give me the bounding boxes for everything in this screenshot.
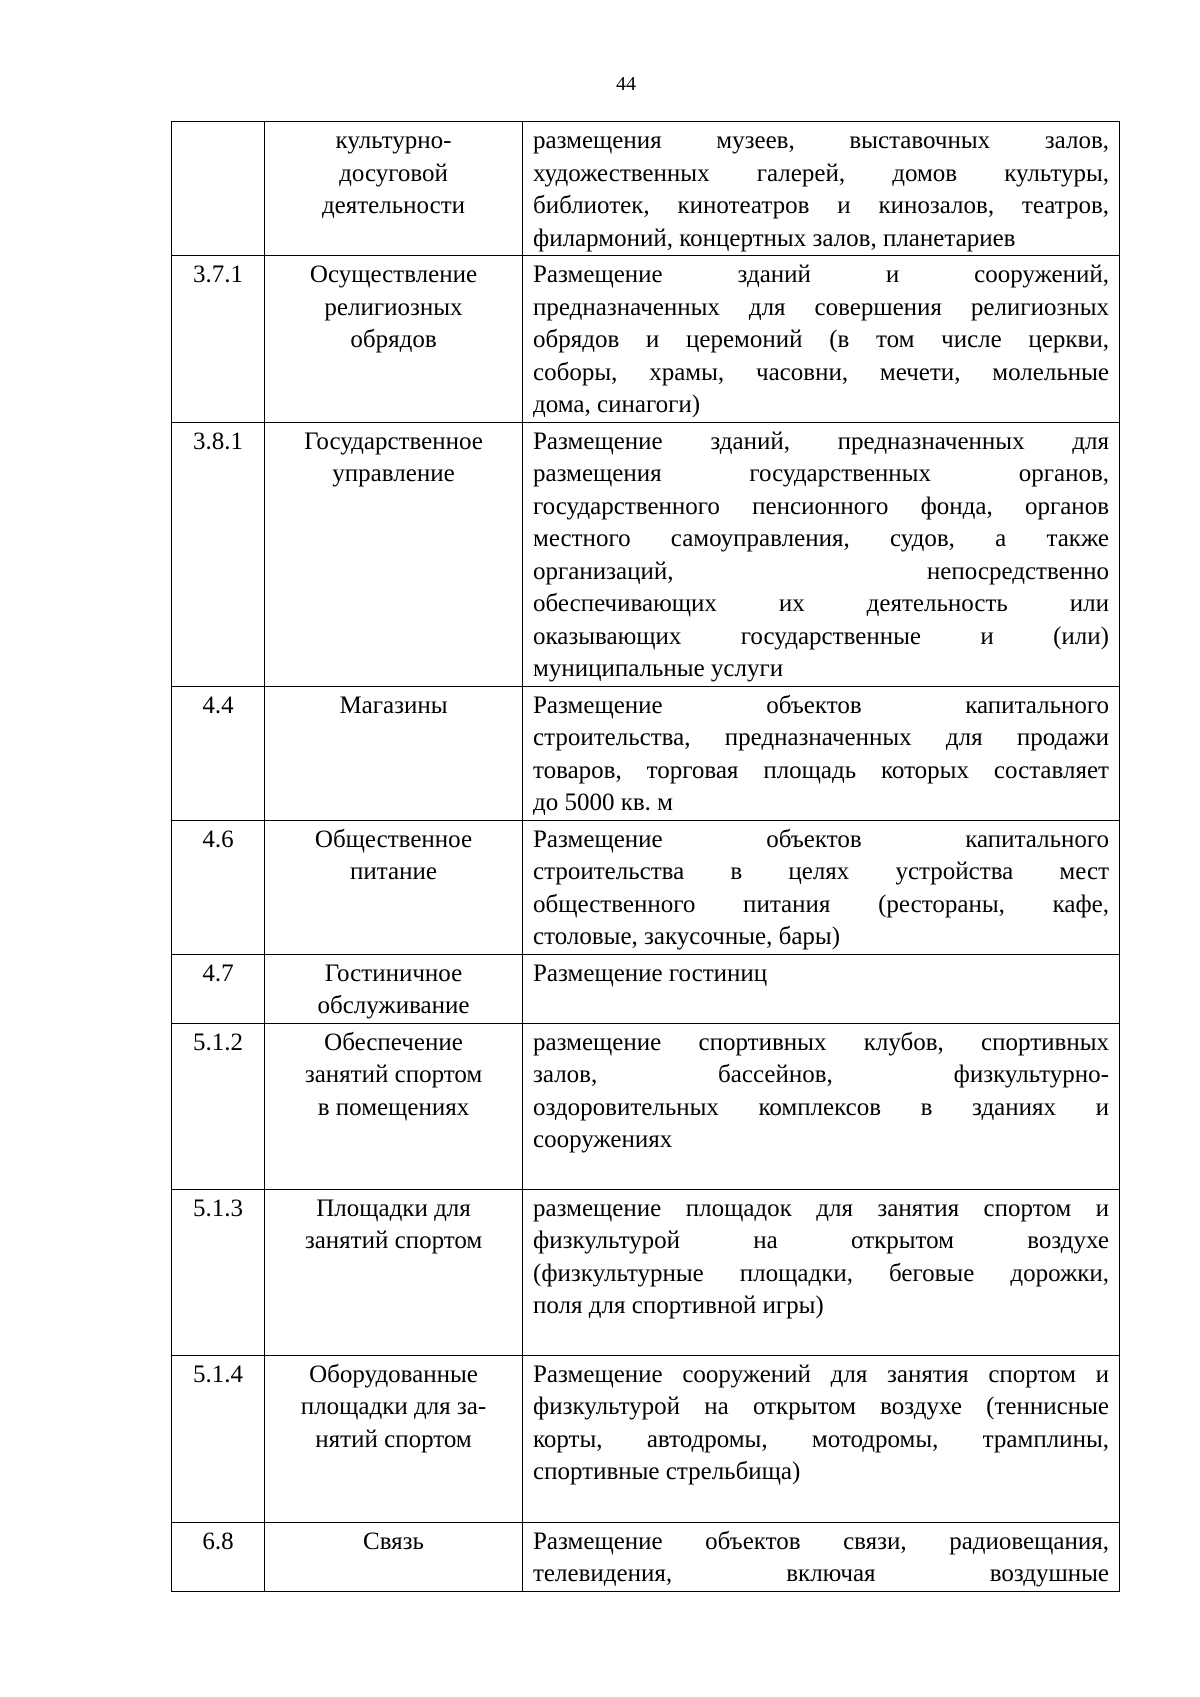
description-cell [523, 256, 1120, 423]
description-cell [523, 954, 1120, 1023]
description-text [533, 1359, 1109, 1489]
table-body [172, 122, 1120, 1592]
description-cell [523, 686, 1120, 820]
description-line: физкультурой на открытом воздухе [533, 1227, 1109, 1254]
description-text [533, 1526, 1109, 1591]
name-cell [265, 1355, 523, 1522]
description-line: художественных галерей, домов культуры, [533, 159, 1109, 187]
name-line: Магазины [339, 691, 448, 719]
description-line: залов, бассейнов, физкультурно- [533, 1061, 1109, 1088]
page-number: 44 [616, 73, 636, 95]
name-cell [265, 256, 523, 423]
code-text: 5.1.3 [193, 1194, 243, 1222]
name-cell [265, 820, 523, 954]
name-cell [265, 954, 523, 1023]
description-line: обрядов и церемоний (в том числе церкви, [533, 326, 1109, 353]
code-text: 5.1.4 [193, 1360, 243, 1388]
name-line: нятий спортом [315, 1425, 472, 1453]
description-line: предназначенных для совершения религиозных [533, 293, 1109, 321]
description-line: Размещение объектов капитального [533, 825, 1109, 853]
name-line: питание [350, 858, 437, 885]
code-cell [172, 820, 265, 954]
table-row [172, 686, 1120, 820]
description-cell [523, 1355, 1120, 1522]
name-text [271, 824, 516, 889]
table-row [172, 1189, 1120, 1355]
name-line: Связь [363, 1527, 424, 1555]
description-line: Размещение объектов связи, радиовещания, [533, 1527, 1109, 1555]
table-row [172, 256, 1120, 423]
description-line: Размещение зданий, предназначенных для [533, 427, 1109, 455]
table-row [172, 1355, 1120, 1522]
description-cell [523, 1023, 1120, 1189]
code-cell [172, 1023, 265, 1189]
code-cell [172, 122, 265, 256]
description-text [533, 958, 1109, 991]
code-cell [172, 256, 265, 423]
name-line: Общественное [314, 825, 473, 853]
code-cell [172, 1355, 265, 1522]
name-line: Гостиничное [324, 959, 463, 987]
description-line: до 5000 кв. м [533, 789, 673, 816]
code-cell [172, 1522, 265, 1591]
description-text [533, 690, 1109, 820]
name-line: в помещениях [317, 1093, 470, 1121]
code-text: 5.1.2 [193, 1028, 243, 1056]
description-text [533, 259, 1109, 422]
name-cell [265, 122, 523, 256]
description-line: Размещение зданий и сооружений, [533, 261, 1109, 288]
code-cell [172, 1189, 265, 1355]
description-line: муниципальные услуги [533, 655, 784, 682]
name-line: Осуществление [309, 261, 478, 288]
description-text [533, 1193, 1109, 1323]
description-cell [523, 1189, 1120, 1355]
name-text [271, 1526, 516, 1559]
name-text [271, 1359, 516, 1457]
description-line: сооружениях [533, 1126, 673, 1153]
code-text: 6.8 [202, 1527, 234, 1555]
description-line: телевидения, включая воздушные [533, 1560, 1109, 1587]
name-cell [265, 1023, 523, 1189]
description-line: библиотек, кинотеатров и кинозалов, театров, [533, 192, 1109, 219]
description-line: Размещение сооружений для занятия спортом и [533, 1360, 1109, 1388]
code-cell [172, 686, 265, 820]
table-row [172, 1522, 1120, 1591]
description-line: оказывающих государственные и (или) [533, 622, 1109, 650]
description-cell [523, 122, 1120, 256]
name-cell [265, 1189, 523, 1355]
name-line: обрядов [350, 326, 437, 353]
description-line: обеспечивающих их деятельность или [533, 590, 1109, 617]
description-text [533, 824, 1109, 954]
name-line: площадки для за- [300, 1393, 487, 1420]
description-line: строительства, предназначенных для продажи [533, 724, 1109, 751]
name-line: занятий спортом [304, 1227, 483, 1254]
name-line: управление [332, 460, 455, 487]
name-line: занятий спортом [304, 1061, 483, 1088]
code-text: 4.4 [202, 691, 234, 719]
description-line: физкультурой на открытом воздухе (теннисные [533, 1393, 1109, 1420]
code-cell [172, 954, 265, 1023]
description-line: дома, синагоги) [533, 391, 701, 418]
description-line: размещение площадок для занятия спортом и [533, 1194, 1109, 1222]
description-text [533, 426, 1109, 686]
name-cell [265, 422, 523, 686]
description-line: столовые, закусочные, бары) [533, 923, 841, 950]
name-text [271, 1193, 516, 1258]
code-cell [172, 422, 265, 686]
description-line: организаций, непосредственно [533, 557, 1109, 585]
name-cell [265, 1522, 523, 1591]
name-line: Оборудованные [309, 1360, 478, 1388]
description-line: местного самоуправления, судов, а также [533, 525, 1109, 552]
name-text [271, 125, 516, 223]
table-row [172, 1023, 1120, 1189]
description-line: соборы, храмы, часовни, мечети, молельные [533, 358, 1109, 386]
name-text [271, 259, 516, 357]
description-line: оздоровительных комплексов в зданиях и [533, 1093, 1109, 1121]
name-text [271, 1027, 516, 1125]
name-line: деятельности [321, 192, 466, 219]
name-line: Обеспечение [324, 1028, 463, 1056]
description-line: размещения государственных органов, [533, 460, 1109, 487]
description-line: государственного пенсионного фонда, органов [533, 492, 1109, 520]
name-line: Государственное [304, 427, 483, 455]
description-cell [523, 820, 1120, 954]
name-line: религиозных [324, 293, 463, 321]
code-text: 4.7 [202, 959, 234, 987]
land-use-table [171, 121, 1120, 1592]
name-text [271, 426, 516, 491]
table-row [172, 954, 1120, 1023]
description-line: (физкультурные площадки, беговые дорожки, [533, 1259, 1109, 1287]
description-text [533, 1027, 1109, 1157]
name-line: обслуживание [317, 992, 470, 1019]
name-text [271, 690, 516, 723]
description-line: строительства в целях устройства мест [533, 858, 1109, 885]
description-line: спортивные стрельбища) [533, 1458, 801, 1485]
name-line: культурно- [335, 127, 452, 154]
table-row [172, 122, 1120, 256]
description-cell [523, 422, 1120, 686]
description-line: товаров, торговая площадь которых составляет [533, 756, 1109, 784]
table-row [172, 820, 1120, 954]
table-row [172, 422, 1120, 686]
code-text: 3.7.1 [193, 261, 243, 288]
description-line: поля для спортивной игры) [533, 1292, 824, 1319]
description-line: размещение спортивных клубов, спортивных [533, 1028, 1109, 1056]
code-text: 4.6 [202, 825, 234, 853]
description-line: Размещение гостиниц [533, 959, 768, 987]
description-line: корты, автодромы, мотодромы, трамплины, [533, 1425, 1109, 1453]
description-cell [523, 1522, 1120, 1591]
description-line: общественного питания (рестораны, кафе, [533, 890, 1109, 918]
description-line: Размещение объектов капитального [533, 691, 1109, 719]
name-text [271, 958, 516, 1023]
name-line: Площадки для [316, 1194, 471, 1222]
description-line: размещения музеев, выставочных залов, [533, 127, 1109, 154]
code-text: 3.8.1 [193, 427, 243, 455]
name-cell [265, 686, 523, 820]
description-line: филармоний, концертных залов, планетариев [533, 224, 1016, 252]
description-text [533, 125, 1109, 255]
name-line: досуговой [339, 159, 448, 187]
